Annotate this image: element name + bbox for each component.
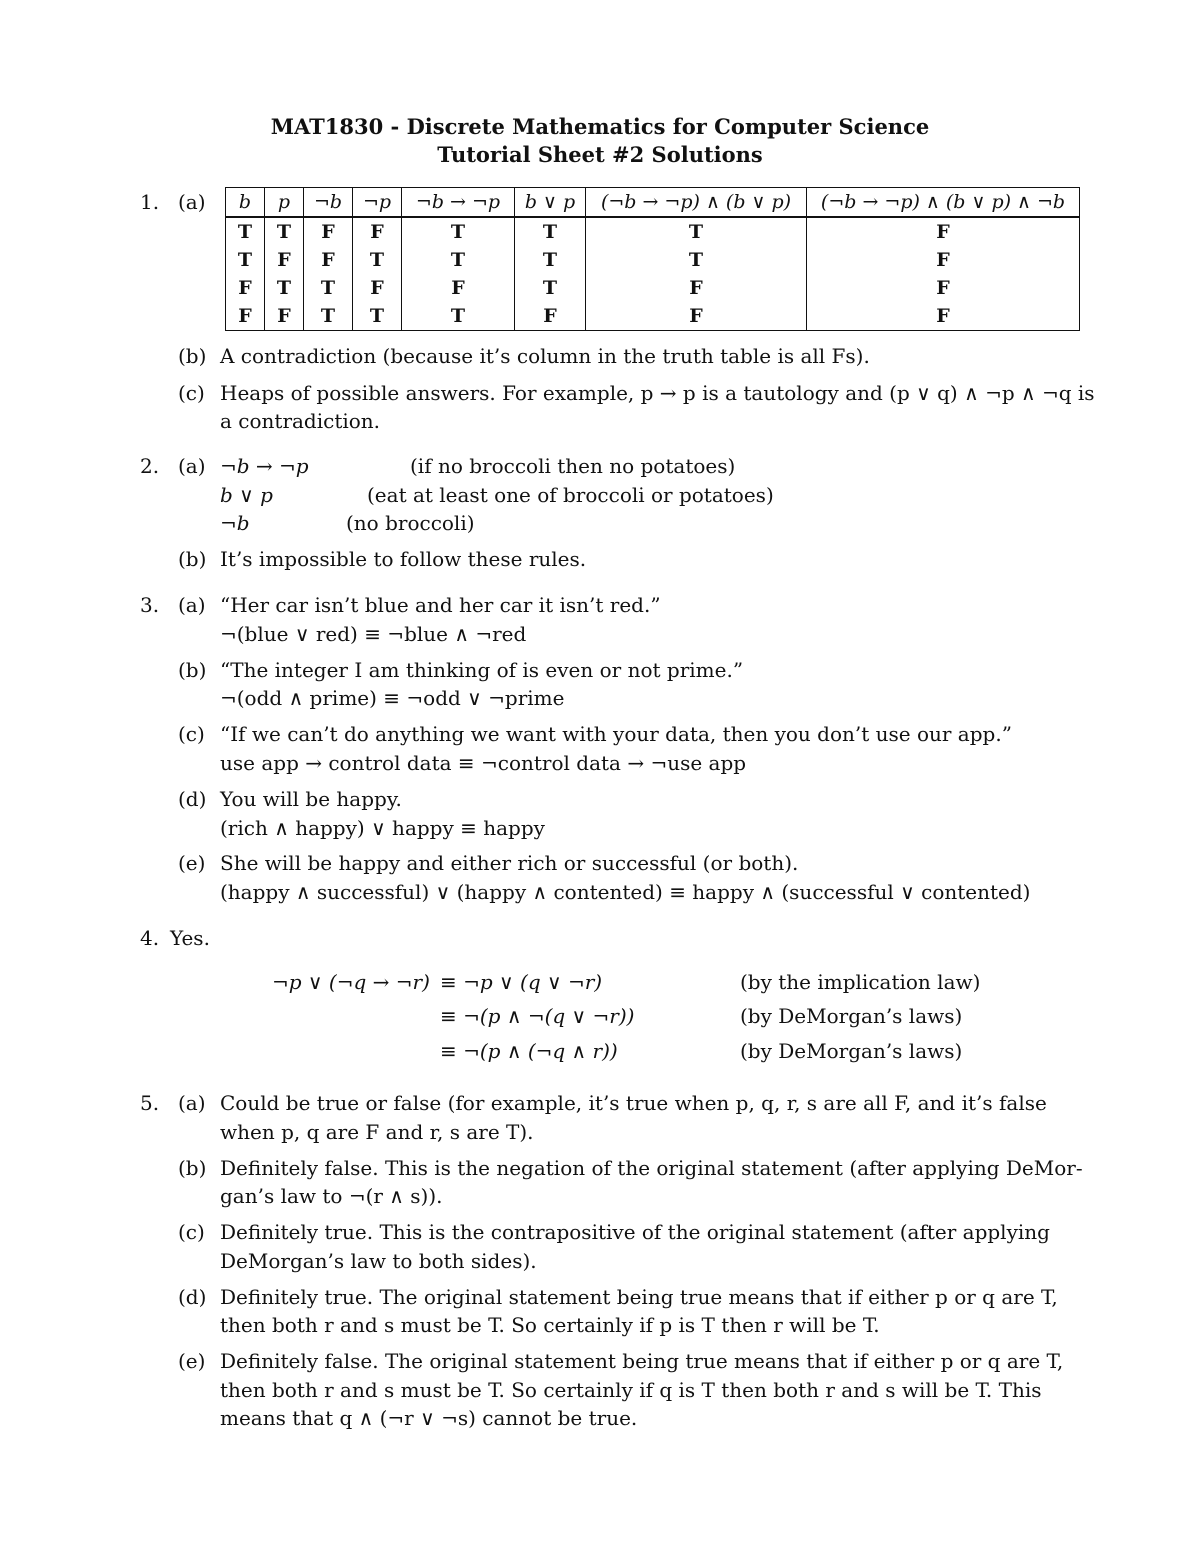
truth-table-cell: T: [586, 246, 807, 274]
q4-derivation-step: ≡ ¬(p ∧ (¬q ∧ r)): [440, 1039, 618, 1063]
truth-table-cell: F: [586, 302, 807, 331]
truth-table-cell: T: [402, 217, 515, 246]
truth-table-cell: T: [226, 217, 265, 246]
truth-table-header: (¬b → ¬p) ∧ (b ∨ p): [586, 188, 807, 218]
truth-table-cell: T: [265, 274, 304, 302]
q1-c-line: Heaps of possible answers. For example, p → p is a tautology and (p ∨ q) ∧ ¬p ∧ ¬q is: [220, 381, 1095, 405]
truth-table-header: b: [226, 188, 265, 218]
q3-item-label: (e): [178, 851, 206, 875]
q2-b-text: It’s impossible to follow these rules.: [220, 547, 587, 571]
truth-table-row: [226, 302, 1080, 331]
truth-table-header-row: [226, 188, 1080, 218]
q2-a-formula: b ∨ p: [220, 483, 273, 507]
q3-item-label: (b): [178, 658, 207, 682]
q4-derivation-reason: (by DeMorgan’s laws): [740, 1004, 963, 1028]
truth-table-cell: T: [304, 302, 353, 331]
q3-item-sentence: “Her car isn’t blue and her car it isn’t red.”: [220, 593, 661, 617]
q2-b-label: (b): [178, 547, 207, 571]
q5-item-label: (e): [178, 1349, 206, 1373]
q5-item-label: (d): [178, 1285, 207, 1309]
q5-item-label: (c): [178, 1220, 205, 1244]
q3-item-equivalence: ¬(odd ∧ prime) ≡ ¬odd ∨ ¬prime: [220, 686, 565, 710]
truth-table-cell: F: [807, 274, 1080, 302]
q5-item-line: means that q ∧ (¬r ∨ ¬s) cannot be true.: [220, 1406, 638, 1430]
q5-item-line: then both r and s must be T. So certainly if p is T then r will be T.: [220, 1313, 880, 1337]
page-title: MAT1830 - Discrete Mathematics for Computer Science: [270, 114, 930, 139]
truth-table-cell: T: [402, 246, 515, 274]
truth-table-cell: F: [807, 217, 1080, 246]
q2-a-note: (if no broccoli then no potatoes): [410, 454, 736, 478]
q4-derivation-reason: (by the implication law): [740, 970, 981, 994]
q4-answer: Yes.: [170, 926, 210, 950]
truth-table-cell: T: [515, 217, 586, 246]
q5-item-line: DeMorgan’s law to both sides).: [220, 1249, 537, 1273]
q2-a-formula: ¬b: [220, 511, 250, 535]
q5-item-label: (b): [178, 1156, 207, 1180]
truth-table-header: ¬b: [304, 188, 353, 218]
question-1-number: 1.: [140, 190, 160, 214]
q1-b-label: (b): [178, 344, 207, 368]
q3-item-sentence: She will be happy and either rich or successful (or both).: [220, 851, 799, 875]
truth-table-header: (¬b → ¬p) ∧ (b ∨ p) ∧ ¬b: [807, 188, 1080, 218]
truth-table-cell: F: [807, 302, 1080, 331]
q5-item-line: gan’s law to ¬(r ∧ s)).: [220, 1184, 443, 1208]
q1-c-label: (c): [178, 381, 205, 405]
truth-table-cell: T: [515, 246, 586, 274]
truth-table-cell: F: [265, 246, 304, 274]
truth-table-cell: F: [304, 246, 353, 274]
q5-item-line: Could be true or false (for example, it’s true when p, q, r, s are all F, and it’s false: [220, 1091, 1047, 1115]
question-2-number: 2.: [140, 454, 160, 478]
q4-derivation-step: ≡ ¬(p ∧ ¬(q ∨ ¬r)): [440, 1004, 635, 1028]
page-subtitle: Tutorial Sheet #2 Solutions: [437, 142, 763, 167]
truth-table-header: ¬p: [353, 188, 402, 218]
truth-table-cell: T: [353, 302, 402, 331]
truth-table-cell: F: [807, 246, 1080, 274]
truth-table-row: [226, 274, 1080, 302]
q3-item-sentence: You will be happy.: [220, 787, 402, 811]
q5-item-line: Definitely true. This is the contrapositive of the original statement (after applying: [220, 1220, 1050, 1244]
q3-item-sentence: “The integer I am thinking of is even or not prime.”: [220, 658, 744, 682]
truth-table-row: [226, 217, 1080, 246]
q1-a-label: (a): [178, 190, 206, 214]
q4-lhs: ¬p ∨ (¬q → ¬r): [272, 970, 430, 994]
truth-table-cell: F: [515, 302, 586, 331]
q2-a-label: (a): [178, 454, 206, 478]
truth-table-cell: T: [586, 217, 807, 246]
truth-table: [225, 187, 1080, 331]
truth-table-cell: F: [353, 274, 402, 302]
truth-table-cell: F: [226, 302, 265, 331]
q3-item-equivalence: ¬(blue ∨ red) ≡ ¬blue ∧ ¬red: [220, 622, 527, 646]
truth-table-cell: T: [265, 217, 304, 246]
question-5-number: 5.: [140, 1091, 160, 1115]
truth-table-cell: F: [586, 274, 807, 302]
q3-item-equivalence: (rich ∧ happy) ∨ happy ≡ happy: [220, 816, 545, 840]
truth-table-cell: F: [304, 217, 353, 246]
question-4-number: 4.: [140, 926, 160, 950]
truth-table-header: b ∨ p: [515, 188, 586, 218]
truth-table-cell: T: [402, 302, 515, 331]
q4-derivation-step: ≡ ¬p ∨ (q ∨ ¬r): [440, 970, 603, 994]
q5-item-line: Definitely false. This is the negation of the original statement (after applying DeMor-: [220, 1156, 1083, 1180]
truth-table-cell: F: [226, 274, 265, 302]
q3-item-label: (a): [178, 593, 206, 617]
q1-b-text: A contradiction (because it’s column in the truth table is all Fs).: [220, 344, 870, 368]
q3-item-label: (d): [178, 787, 207, 811]
q2-a-note: (no broccoli): [346, 511, 475, 535]
truth-table-cell: T: [304, 274, 353, 302]
q5-item-line: Definitely false. The original statement being true means that if either p or q are T,: [220, 1349, 1064, 1373]
q1-c-line: a contradiction.: [220, 409, 381, 433]
q3-item-sentence: “If we can’t do anything we want with your data, then you don’t use our app.”: [220, 722, 1012, 746]
truth-table-row: [226, 246, 1080, 274]
question-3-number: 3.: [140, 593, 160, 617]
truth-table-cell: F: [353, 217, 402, 246]
truth-table-header: p: [265, 188, 304, 218]
q2-a-note: (eat at least one of broccoli or potatoes): [367, 483, 774, 507]
truth-table-cell: T: [226, 246, 265, 274]
truth-table-cell: T: [353, 246, 402, 274]
truth-table-cell: F: [402, 274, 515, 302]
q3-item-label: (c): [178, 722, 205, 746]
truth-table-cell: F: [265, 302, 304, 331]
q3-item-equivalence: (happy ∧ successful) ∨ (happy ∧ contented) ≡ happy ∧ (successful ∨ contented): [220, 880, 1031, 904]
truth-table-cell: T: [515, 274, 586, 302]
q5-item-line: when p, q are F and r, s are T).: [220, 1120, 534, 1144]
q3-item-equivalence: use app → control data ≡ ¬control data → ¬use app: [220, 751, 747, 775]
q4-derivation-reason: (by DeMorgan’s laws): [740, 1039, 963, 1063]
truth-table-header: ¬b → ¬p: [402, 188, 515, 218]
q5-item-label: (a): [178, 1091, 206, 1115]
q2-a-formula: ¬b → ¬p: [220, 454, 309, 478]
q5-item-line: then both r and s must be T. So certainly if q is T then both r and s will be T. This: [220, 1378, 1042, 1402]
q5-item-line: Definitely true. The original statement being true means that if either p or q are T,: [220, 1285, 1058, 1309]
